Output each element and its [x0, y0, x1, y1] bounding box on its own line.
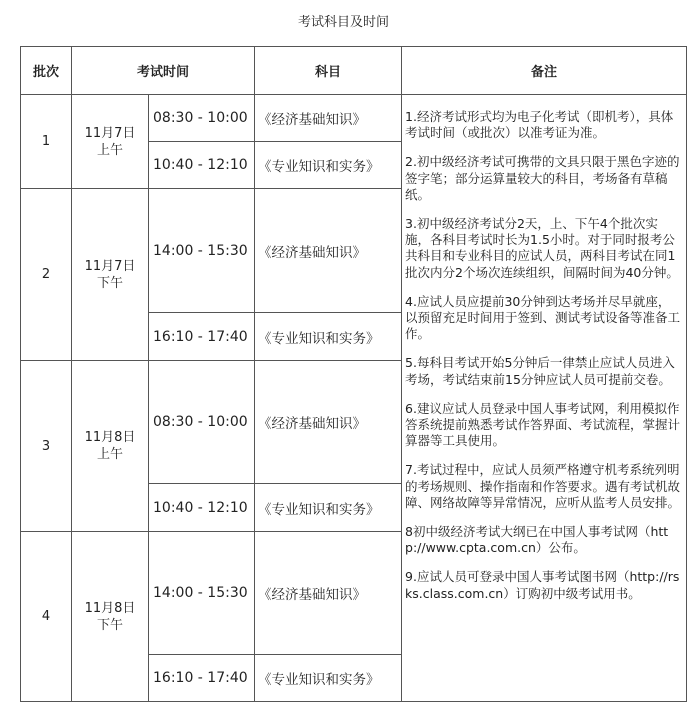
batch-date — [72, 189, 149, 361]
session-time: 16:10 - 17:40 — [149, 655, 255, 702]
note-item: 6.建议应试人员登录中国人事考试网，利用模拟作答系统提前熟悉考试作答界面、考试流程，掌握计算器等工具使用。 — [405, 400, 681, 449]
session-subject: 《专业知识和实务》 — [255, 313, 402, 361]
session-subject: 《专业知识和实务》 — [255, 655, 402, 702]
batch-date — [72, 361, 149, 532]
notes-cell — [402, 95, 687, 702]
session-time: 08:30 - 10:00 — [149, 361, 255, 484]
date-period: 下午 — [96, 617, 123, 633]
session-time: 14:00 - 15:30 — [149, 532, 255, 655]
session-time: 14:00 - 15:30 — [149, 189, 255, 313]
date-period: 上午 — [96, 142, 123, 158]
note-item: 9.应试人员可登录中国人事考试图书网（http://rsks.class.com.cn）订购初中级考试用书。 — [405, 569, 680, 601]
date-period: 上午 — [96, 447, 123, 462]
batch-number: 2 — [21, 189, 72, 361]
session-time: 08:30 - 10:00 — [149, 95, 255, 142]
session-time: 10:40 - 12:10 — [149, 484, 255, 532]
session-subject: 《经济基础知识》 — [255, 361, 402, 484]
note-item: 5.每科目考试开始5分钟后一律禁止应试人员进入考场，考试结束前15分钟应试人员可提前交卷。 — [405, 355, 675, 387]
batch-number: 3 — [21, 361, 72, 532]
table-row — [21, 95, 687, 142]
page-title: 考试科目及时间 — [297, 15, 389, 30]
session-subject: 《专业知识和实务》 — [255, 142, 402, 189]
header-notes: 备注 — [402, 47, 687, 95]
date-day: 11月7日 — [84, 258, 136, 274]
header-subject: 科目 — [255, 47, 402, 95]
exam-schedule-table — [20, 46, 687, 702]
date-day: 11月8日 — [84, 600, 136, 616]
date-day: 11月7日 — [84, 125, 136, 141]
note-item: 1.经济考试形式均为电子化考试（即机考），具体考试时间（或批次）以准考证为准。 — [405, 109, 674, 141]
note-item: 3.初中级经济考试分2天，上、下午4个批次实施，各科目考试时长为1.5小时。对于同时报考公共科目和专业科目的应试人员，两科目考试在同1批次内分2个场次连续组织，间隔时间为40分钟。 — [405, 216, 679, 280]
batch-date — [72, 532, 149, 702]
date-day: 11月8日 — [84, 430, 136, 445]
session-subject: 《经济基础知识》 — [255, 95, 402, 142]
table-header-row — [21, 47, 687, 95]
header-batch: 批次 — [21, 47, 72, 95]
batch-number: 4 — [21, 532, 72, 702]
session-time: 16:10 - 17:40 — [149, 313, 255, 361]
note-item: 8初中级经济考试大纲已在中国人事考试网（http://www.cpta.com.cn）公布。 — [405, 524, 669, 556]
session-subject: 《经济基础知识》 — [255, 532, 402, 655]
batch-number: 1 — [21, 95, 72, 189]
session-time: 10:40 - 12:10 — [149, 142, 255, 189]
session-subject: 《专业知识和实务》 — [255, 484, 402, 532]
session-subject: 《经济基础知识》 — [255, 189, 402, 313]
note-item: 7.考试过程中，应试人员须严格遵守机考系统列明的考场规则、操作指南和作答要求。遇有考试机故障、网络故障等异常情况，应听从监考人员安排。 — [405, 462, 681, 510]
note-item: 4.应试人员应提前30分钟到达考场并尽早就座，以预留充足时间用于签到、测试考试设备等准备工作。 — [405, 293, 681, 342]
note-item: 2.初中级经济考试可携带的文具只限于黑色字迹的签字笔；部分运算量较大的科目，考场备有草稿纸。 — [405, 154, 680, 202]
batch-date — [72, 95, 149, 189]
date-period: 下午 — [96, 275, 123, 291]
header-time: 考试时间 — [72, 47, 255, 95]
